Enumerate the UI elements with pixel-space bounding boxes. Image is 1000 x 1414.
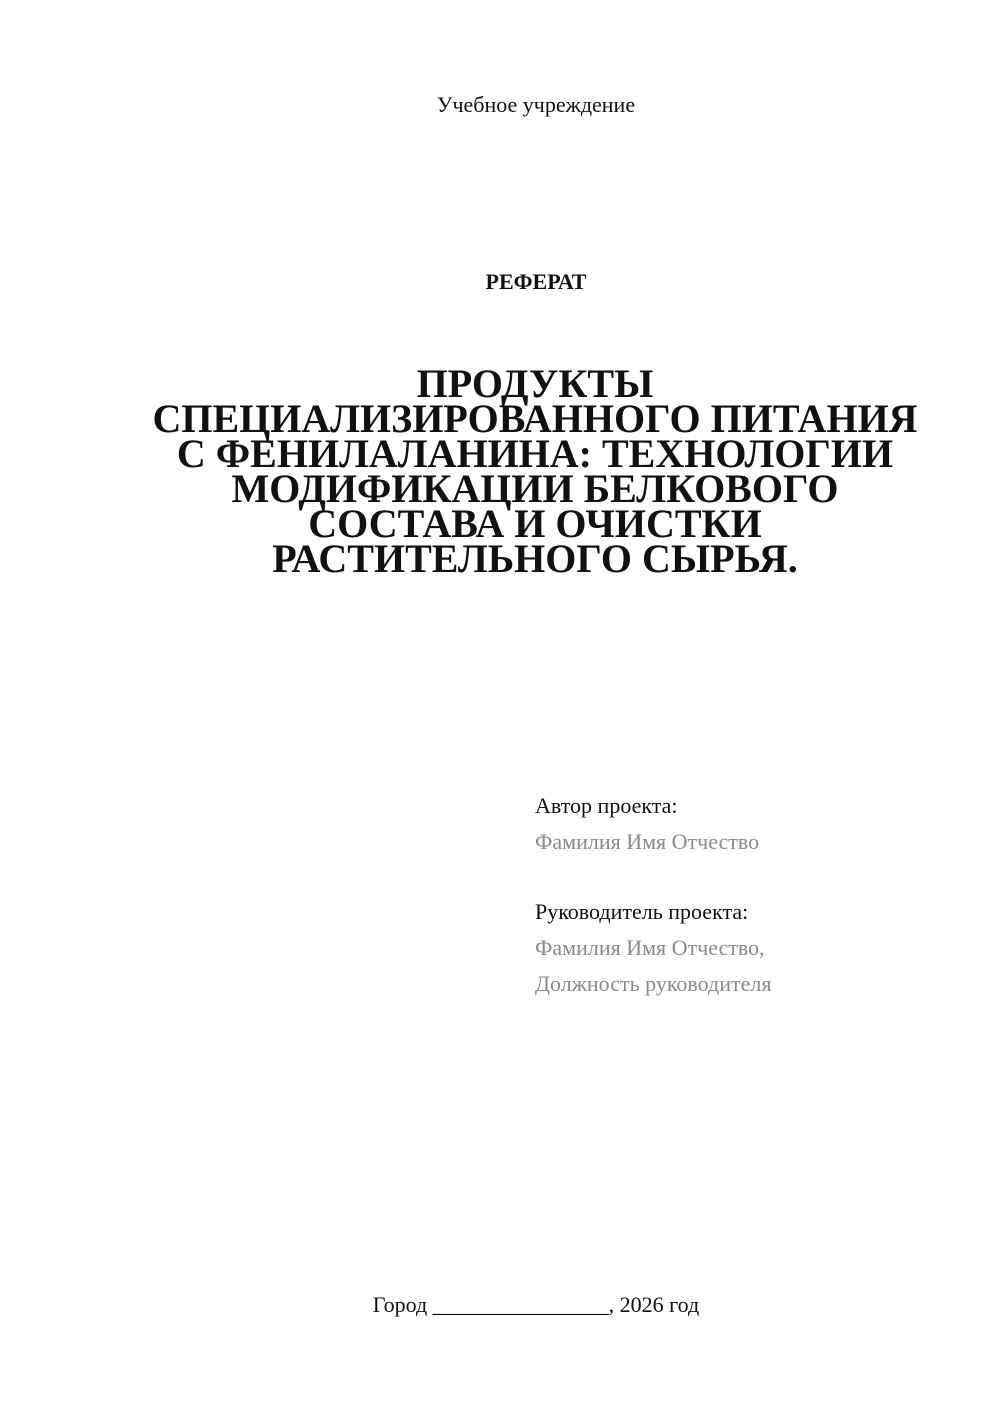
author-label: Автор проекта: [535, 793, 678, 818]
author-name: Фамилия Имя Отчество [535, 829, 760, 854]
title-line: ПРОДУКТЫ [416, 361, 654, 406]
title-line: С ФЕНИЛАЛАНИНА: ТЕХНОЛОГИИ [176, 431, 894, 476]
title-line: РАСТИТЕЛЬНОГО СЫРЬЯ. [272, 536, 798, 581]
document-type: РЕФЕРАТ [485, 269, 587, 294]
institution-name: Учебное учреждение [436, 92, 636, 117]
title-line: СПЕЦИАЛИЗИРОВАННОГО ПИТАНИЯ [152, 396, 918, 441]
city-year-line: Город ________________, 2026 год [372, 1292, 700, 1317]
title-line: МОДИФИКАЦИИ БЕЛКОВОГО [231, 466, 839, 511]
supervisor-label: Руководитель проекта: [535, 899, 749, 924]
project-credits [535, 788, 975, 1002]
title-line: СОСТАВА И ОЧИСТКИ [308, 501, 762, 546]
document-title [100, 361, 970, 581]
supervisor-name: Фамилия Имя Отчество, [535, 935, 765, 960]
supervisor-position: Должность руководителя [535, 971, 772, 996]
credits-spacer [535, 860, 975, 894]
